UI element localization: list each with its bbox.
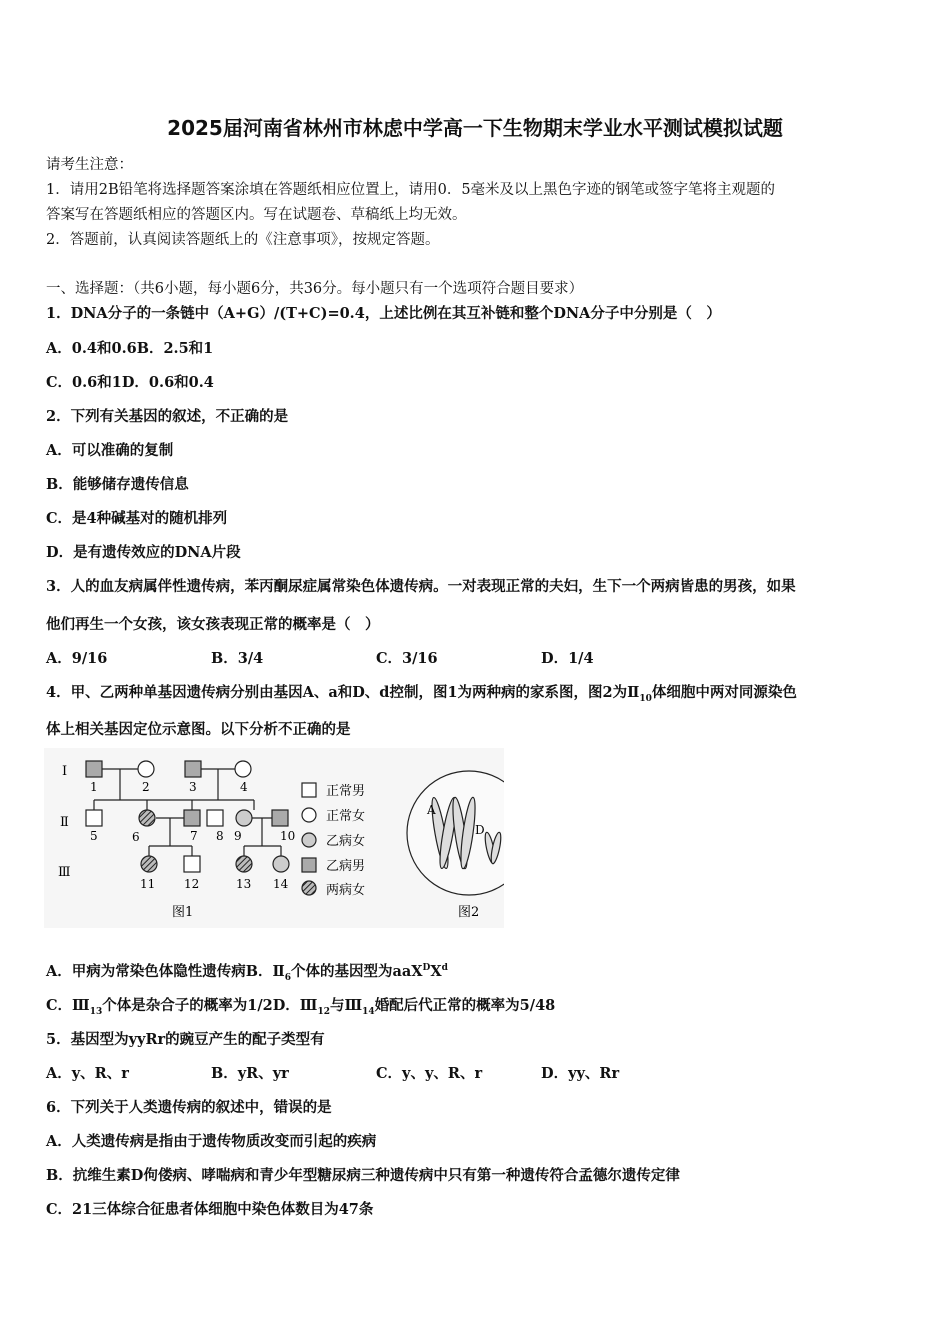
individual-14 [273, 856, 289, 872]
q4-figure [44, 748, 504, 928]
q2-stem: 2．下列有关基因的叙述，不正确的是 [46, 408, 289, 425]
q5-stem: 5．基因型为yyRr的豌豆产生的配子类型有 [46, 1031, 325, 1048]
num-3: 3 [189, 780, 197, 794]
page-title: 2025届河南省林州市林虑中学高一下生物期末学业水平测试模拟试题 [167, 116, 783, 140]
num-9: 9 [234, 829, 242, 843]
gen-label-1: Ⅰ [62, 764, 68, 779]
legend-normal-female: 正常女 [326, 809, 366, 824]
num-12: 12 [184, 877, 200, 891]
fig1-caption: 图1 [172, 905, 194, 920]
individual-10 [272, 810, 288, 826]
q4-stem-1: 4．甲、乙两种单基因遗传病分别由基因A、a和D、d控制，图1为两种病的家系图，图2为$Ⅱ_{10}$体细胞中两对同源染色 [46, 684, 797, 704]
legend-b-female-icon [302, 833, 316, 847]
legend-normal-male: 正常男 [326, 784, 366, 799]
num-11: 11 [140, 877, 156, 891]
num-6: 6 [132, 830, 140, 844]
notice-heading: 请考生注意： [46, 157, 133, 173]
q3-option-a: A．9/16 [46, 650, 108, 667]
notice-item-1b: 答案写在答题纸相应的答题区内。写在试题卷、草稿纸上均无效。 [46, 207, 467, 223]
gen-label-3: Ⅲ [58, 865, 71, 880]
legend-b-female: 乙病女 [326, 834, 366, 849]
individual-5 [86, 810, 102, 826]
individual-3 [185, 761, 201, 777]
individual-6 [139, 810, 155, 826]
num-7: 7 [190, 829, 198, 843]
legend-normal-female-icon [302, 808, 316, 822]
individual-9 [236, 810, 252, 826]
individual-12 [184, 856, 200, 872]
legend-b-male-icon [302, 858, 316, 872]
individual-11 [141, 856, 157, 872]
q2-option-b: B．能够储存遗传信息 [46, 476, 189, 493]
chrom-label-a: A [427, 803, 436, 817]
individual-1 [86, 761, 102, 777]
fig2-caption: 图2 [458, 905, 480, 920]
q4-stem-2: 体上相关基因定位示意图。以下分析不正确的是 [46, 721, 351, 738]
q1-options-cd: C．0.6和1D．0.6和0.4 [46, 374, 214, 391]
notice-item-1a: 1．请用2B铅笔将选择题答案涂填在答题纸相应位置上，请用0．5毫米及以上黑色字迹的钢笔或签字笔将主观题的 [46, 182, 776, 198]
individual-13 [236, 856, 252, 872]
legend-both-female: 两病女 [326, 883, 366, 898]
individual-8 [207, 810, 223, 826]
q4-options-cd: C．$Ⅲ_{13}$个体是杂合子的概率为1/2D．$Ⅲ_{12}$与$Ⅲ_{14}$婚配后代正常的概率为5/48 [46, 997, 556, 1017]
q6-option-b: B．抗维生素D佝偻病、哮喘病和青少年型糖尿病三种遗传病中只有第一种遗传符合孟德尔遗传定律 [46, 1167, 680, 1184]
q3-option-c: C．3/16 [376, 650, 438, 667]
num-1: 1 [90, 780, 98, 794]
num-14: 14 [273, 877, 289, 891]
num-4: 4 [240, 780, 248, 794]
q5-option-b: B．yR、yr [211, 1065, 289, 1082]
num-13: 13 [236, 877, 252, 891]
q2-option-c: C．是4种碱基对的随机排列 [46, 510, 228, 527]
q3-option-d: D．1/4 [541, 650, 594, 667]
notice-item-2: 2．答题前，认真阅读答题纸上的《注意事项》，按规定答题。 [46, 232, 440, 248]
q2-option-d: D．是有遗传效应的DNA片段 [46, 544, 241, 561]
legend-b-male: 乙病男 [326, 859, 366, 874]
q6-stem: 6．下列关于人类遗传病的叙述中，错误的是 [46, 1099, 332, 1116]
q3-option-b: B．3/4 [211, 650, 264, 667]
gen-label-2: Ⅱ [60, 815, 69, 830]
section-heading: 一、选择题：（共6小题，每小题6分，共36分。每小题只有一个选项符合题目要求） [46, 281, 584, 297]
num-2: 2 [142, 780, 150, 794]
q3-options [46, 647, 594, 668]
individual-7 [184, 810, 200, 826]
num-10: 10 [280, 829, 296, 843]
num-8: 8 [216, 829, 224, 843]
q1-options-ab: A．0.4和0.6B．2.5和1 [46, 340, 214, 357]
chrom-label-d: D [475, 823, 485, 837]
q5-option-c: C．y、y、R、r [376, 1065, 483, 1082]
legend-normal-male-icon [302, 783, 316, 797]
q6-option-c: C．21三体综合征患者体细胞中染色体数目为47条 [46, 1201, 374, 1218]
q3-stem-2: 他们再生一个女孩，该女孩表现正常的概率是（ ） [46, 616, 380, 633]
q6-option-a: A．人类遗传病是指由于遗传物质改变而引起的疾病 [46, 1133, 377, 1150]
q1-stem: 1．DNA分子的一条链中（A+G）/(T+C)=0.4，上述比例在其互补链和整个DNA分子中分别是（ ） [46, 305, 721, 322]
q5-option-d: D．yy、Rr [541, 1065, 620, 1082]
q4-options-ab: A．甲病为常染色体隐性遗传病B．$Ⅱ_6$个体的基因型为$aaX^DX^d$ [46, 963, 448, 983]
individual-4 [235, 761, 251, 777]
q3-stem-1: 3．人的血友病属伴性遗传病，苯丙酮尿症属常染色体遗传病。一对表现正常的夫妇，生下一个两病皆患的男孩，如果 [46, 578, 796, 595]
individual-2 [138, 761, 154, 777]
q5-options [46, 1062, 619, 1083]
q2-option-a: A．可以准确的复制 [46, 442, 174, 459]
q5-option-a: A．y、R、r [46, 1065, 129, 1082]
num-5: 5 [90, 829, 98, 843]
legend-both-female-icon [302, 881, 316, 895]
